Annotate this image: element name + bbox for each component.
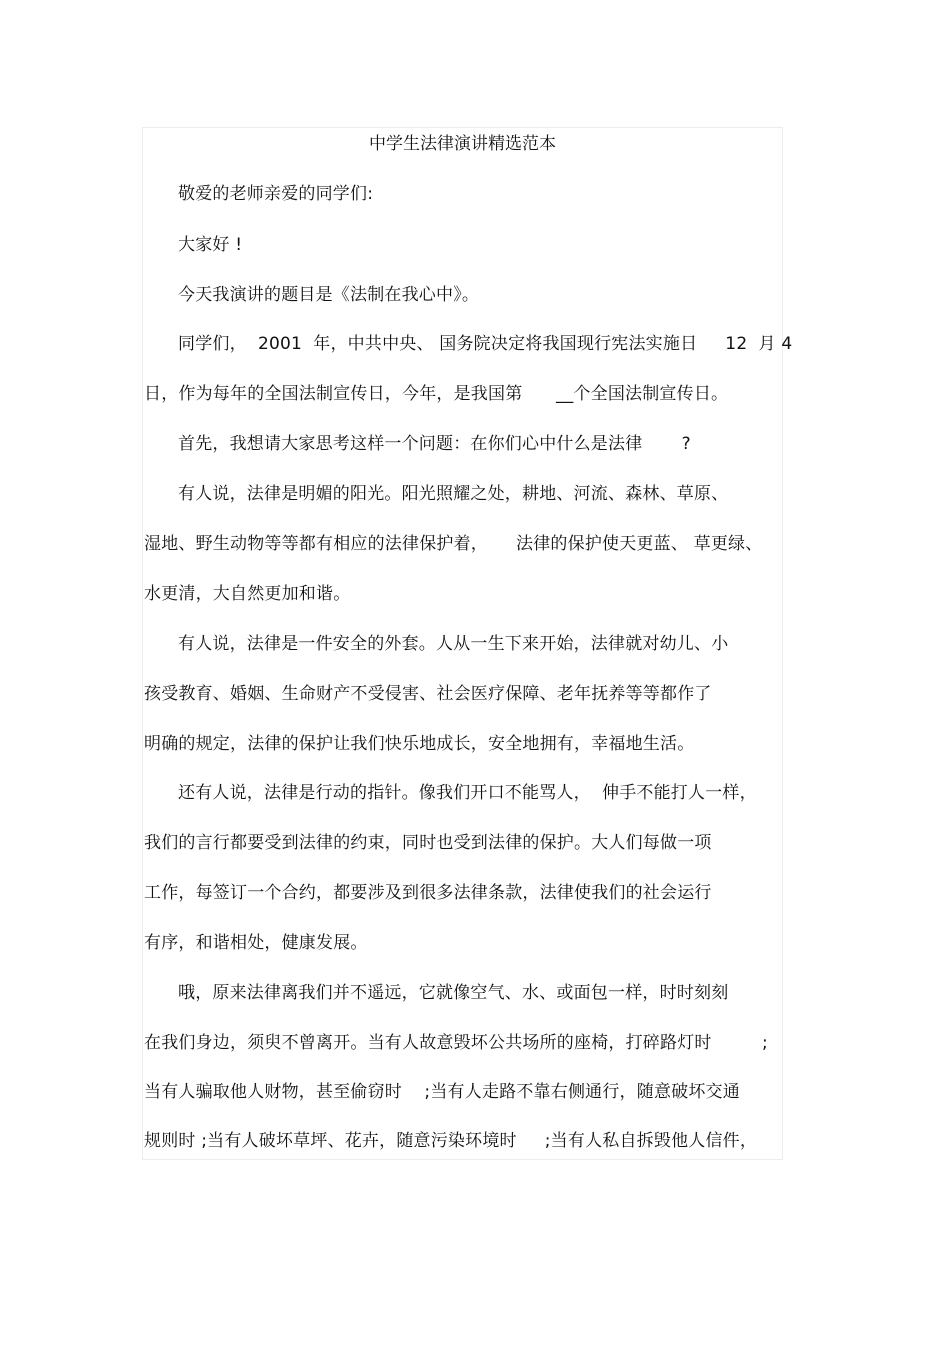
- document-title: 中学生法律演讲精选范本: [369, 134, 556, 154]
- paragraph-line: 我们的言行都要受到法律的约束，同时也受到法律的保护。大人们每做一项: [144, 833, 712, 853]
- paragraph-line: 同学们， 2001 年，中共中央、 国务院决定将我国现行宪法实施日 12 月 4: [178, 334, 793, 354]
- paragraph-line: 还有人说，法律是行动的指针。像我们开口不能骂人， 伸手不能打人一样，: [178, 783, 757, 803]
- paragraph-line: 湿地、野生动物等等都有相应的法律保护着， 法律的保护使天更蓝、 草更绿、: [144, 534, 763, 554]
- salutation: 敬爱的老师亲爱的同学们:: [178, 184, 374, 204]
- paragraph-line: 孩受教育、婚姻、生命财产不受侵害、社会医疗保障、老年抚养等等都作了: [144, 684, 712, 704]
- paragraph-line: 哦，原来法律离我们并不遥远，它就像空气、水、或面包一样，时时刻刻: [178, 983, 729, 1003]
- paragraph-line: 有序，和谐相处，健康发展。: [144, 933, 368, 953]
- paragraph-line: 今天我演讲的题目是《法制在我心中》。: [178, 285, 480, 305]
- paragraph-line: 明确的规定，法律的保护让我们快乐地成长，安全地拥有，幸福地生活。: [144, 734, 695, 754]
- greeting: 大家好 !: [178, 235, 243, 255]
- paragraph-line: 规则时 ;当有人破坏草坪、花卉，随意污染环境时 ;当有人私自拆毁他人信件，: [144, 1131, 758, 1151]
- paragraph-line: 有人说，法律是明媚的阳光。阳光照耀之处，耕地、河流、森林、草原、: [178, 484, 729, 504]
- paragraph-line: 在我们身边，须臾不曾离开。当有人故意毁坏公共场所的座椅，打碎路灯时 ;: [144, 1033, 768, 1053]
- paragraph-line: 首先，我想请大家思考这样一个问题：在你们心中什么是法律 ?: [178, 434, 691, 454]
- paragraph-line: 水更清，大自然更加和谐。: [144, 584, 351, 604]
- paragraph-line: 日，作为每年的全国法制宣传日，今年，是我国第 __个全国法制宣传日。: [144, 384, 729, 404]
- paragraph-line: 有人说，法律是一件安全的外套。人从一生下来开始，法律就对幼儿、小: [178, 634, 729, 654]
- paragraph-line: 当有人骗取他人财物，甚至偷窃时 ;当有人走路不靠右侧通行，随意破坏交通: [144, 1082, 740, 1102]
- paragraph-line: 工作，每签订一个合约，都要涉及到很多法律条款，法律使我们的社会运行: [144, 883, 712, 903]
